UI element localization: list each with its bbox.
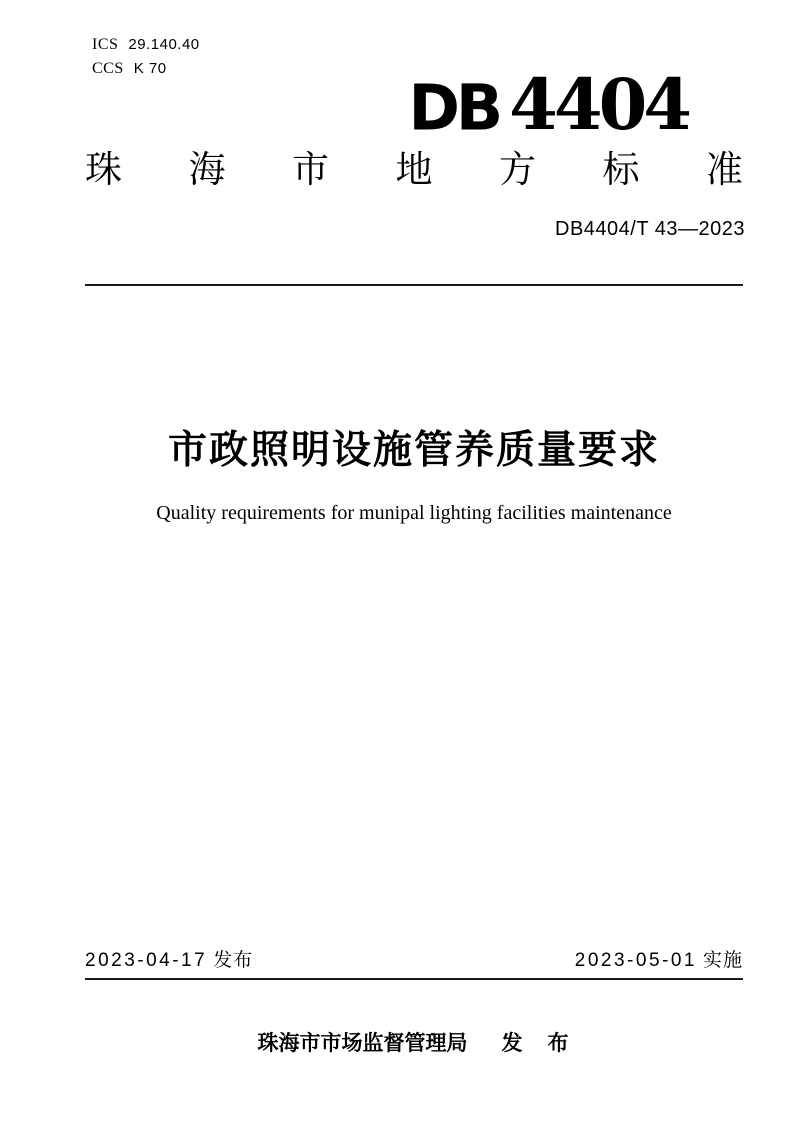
document-title-zh: 市政照明设施管养质量要求: [167, 429, 660, 472]
implement-label: 实施: [702, 950, 743, 971]
standard-type-char: 珠: [85, 149, 122, 190]
standard-type-char: 市: [292, 149, 329, 190]
standard-code: DB4404/T 43—2023: [555, 218, 745, 240]
ccs-value: K 70: [133, 60, 167, 77]
ics-code-line: [92, 33, 200, 57]
standard-type-char: 海: [188, 149, 226, 190]
standard-type-row: [85, 151, 743, 188]
standard-type-char: 标: [602, 149, 640, 190]
standard-type-char: 准: [706, 149, 743, 190]
ics-value: 29.140.40: [128, 36, 200, 53]
ics-label: ICS: [92, 36, 119, 53]
ccs-code-line: [92, 57, 200, 81]
publisher-action: 发 布: [501, 1032, 571, 1055]
implement-date: 2023-05-01: [574, 950, 697, 971]
standard-type-char: 地: [395, 149, 433, 190]
issue-date: 2023-04-17: [85, 950, 208, 971]
publisher-row: [85, 1031, 743, 1056]
ccs-label: CCS: [92, 60, 124, 77]
logo-region-number: 4404: [509, 63, 688, 146]
db-standard-logo: [408, 63, 688, 146]
logo-db-prefix: DB: [408, 70, 500, 145]
issue-date-item: [85, 950, 253, 973]
document-title-en: Quality requirements for munipal lighting facilities maintenance: [156, 502, 672, 524]
implement-date-item: [575, 950, 743, 973]
publisher-name: 珠海市市场监督管理局: [257, 1032, 468, 1055]
issue-label: 发布: [213, 950, 254, 971]
date-row: [85, 950, 743, 973]
standard-type-char: 方: [499, 149, 536, 190]
header-rule: [85, 284, 743, 286]
footer-rule: [85, 978, 743, 980]
classification-codes: [92, 33, 200, 81]
